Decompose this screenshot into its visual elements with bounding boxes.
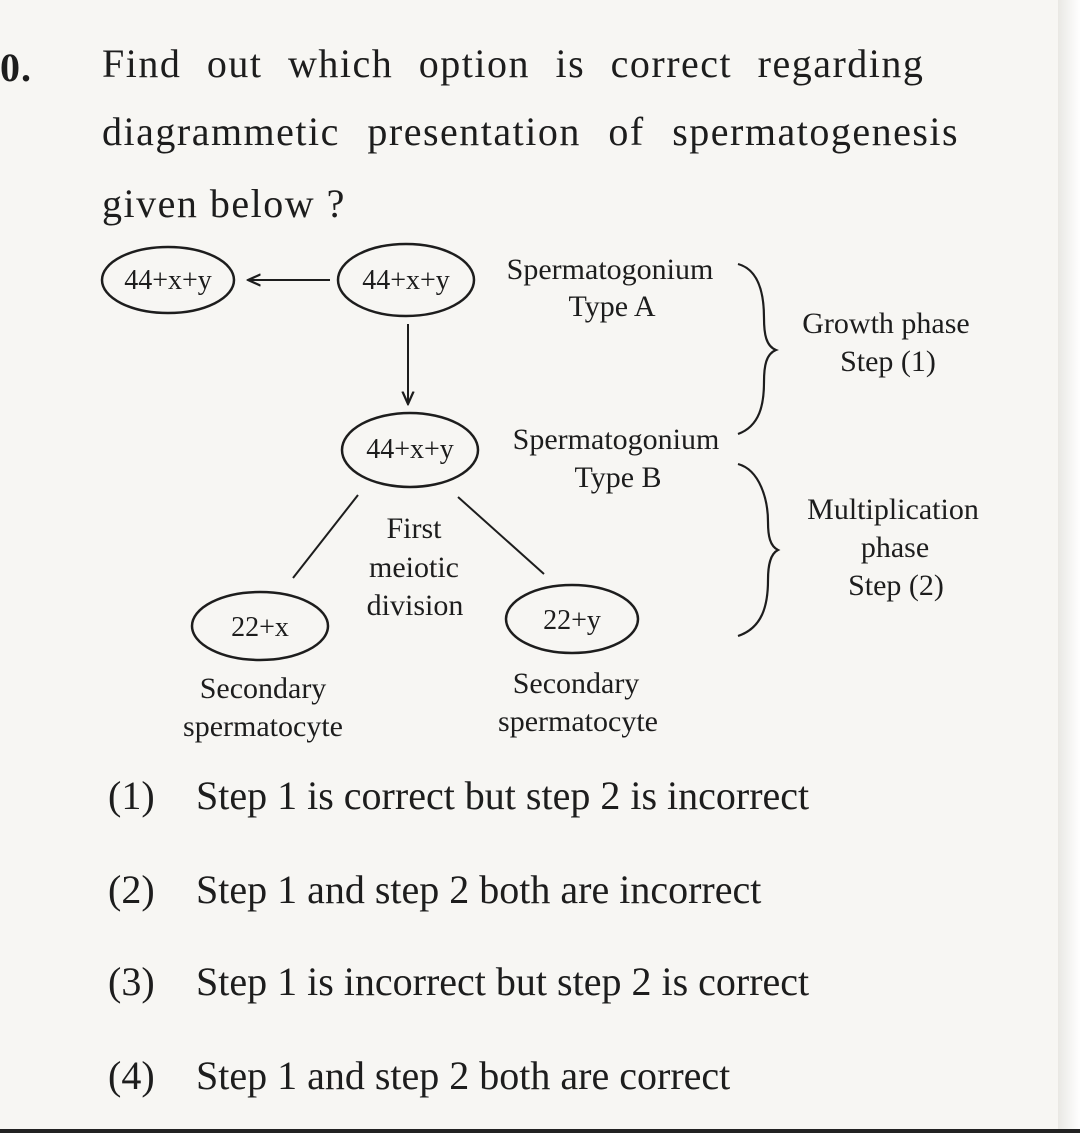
label-meiotic: meiotic: [369, 551, 459, 584]
page-bottom-border: [0, 1129, 1080, 1133]
cell-secondary-x: [192, 592, 328, 660]
option-3-text: Step 1 is incorrect but step 2 is correct: [196, 959, 810, 1004]
label-secondary-left: Secondary: [199, 672, 327, 705]
question-line-1: Find out which option is correct regarding: [102, 41, 925, 86]
option-1-text: Step 1 is correct but step 2 is incorrect: [196, 773, 810, 818]
cell-left-type-a-label: 44+x+y: [124, 265, 212, 296]
option-2-text: Step 1 and step 2 both are incorrect: [196, 867, 762, 912]
cell-secondary-y: [506, 585, 638, 653]
option-1-number: (1): [108, 773, 155, 818]
label-phase: phase: [860, 531, 930, 564]
question-line-2: diagrammetic presentation of spermatogenesis: [102, 109, 960, 154]
question-line-3: given below ?: [102, 181, 346, 226]
cell-type-a: [338, 244, 474, 316]
label-multiplication: Multiplication: [807, 493, 979, 526]
brace-multiplication-phase: [738, 464, 778, 636]
option-2[interactable]: [108, 866, 761, 913]
brace-growth-phase: [738, 264, 776, 434]
option-2-number: (2): [108, 867, 155, 912]
option-3[interactable]: [108, 958, 809, 1005]
label-type-a: Type A: [568, 290, 656, 323]
cell-secondary-y-label: 22+y: [543, 605, 601, 636]
label-spermatocyte-left: spermatocyte: [183, 710, 343, 743]
cell-secondary-x-label: 22+x: [231, 612, 289, 643]
question-number: 0.: [0, 45, 32, 90]
label-type-b: Type B: [574, 461, 662, 494]
cell-type-b-label: 44+x+y: [366, 434, 454, 465]
option-4-text: Step 1 and step 2 both are correct: [196, 1053, 731, 1098]
division-line-right: [458, 497, 544, 574]
option-1[interactable]: [108, 772, 809, 819]
cell-type-b: [342, 413, 478, 487]
label-growth-phase: Growth phase: [802, 307, 970, 340]
label-spermatogonium-b: Spermatogonium: [512, 423, 720, 456]
label-first: First: [386, 512, 442, 545]
label-spermatocyte-right: spermatocyte: [498, 705, 658, 738]
label-step-2: Step (2): [848, 569, 944, 602]
label-step-1: Step (1): [840, 345, 936, 378]
option-4-number: (4): [108, 1053, 155, 1098]
label-secondary-right: Secondary: [512, 667, 640, 700]
option-3-number: (3): [108, 959, 155, 1004]
page-edge-shadow: [1058, 0, 1080, 1133]
label-spermatogonium-a: Spermatogonium: [506, 253, 714, 286]
cell-type-a-label: 44+x+y: [362, 265, 450, 296]
option-4[interactable]: [108, 1052, 730, 1099]
label-division: division: [366, 589, 464, 622]
division-line-left: [293, 495, 358, 578]
cell-left-type-a: [102, 247, 234, 313]
